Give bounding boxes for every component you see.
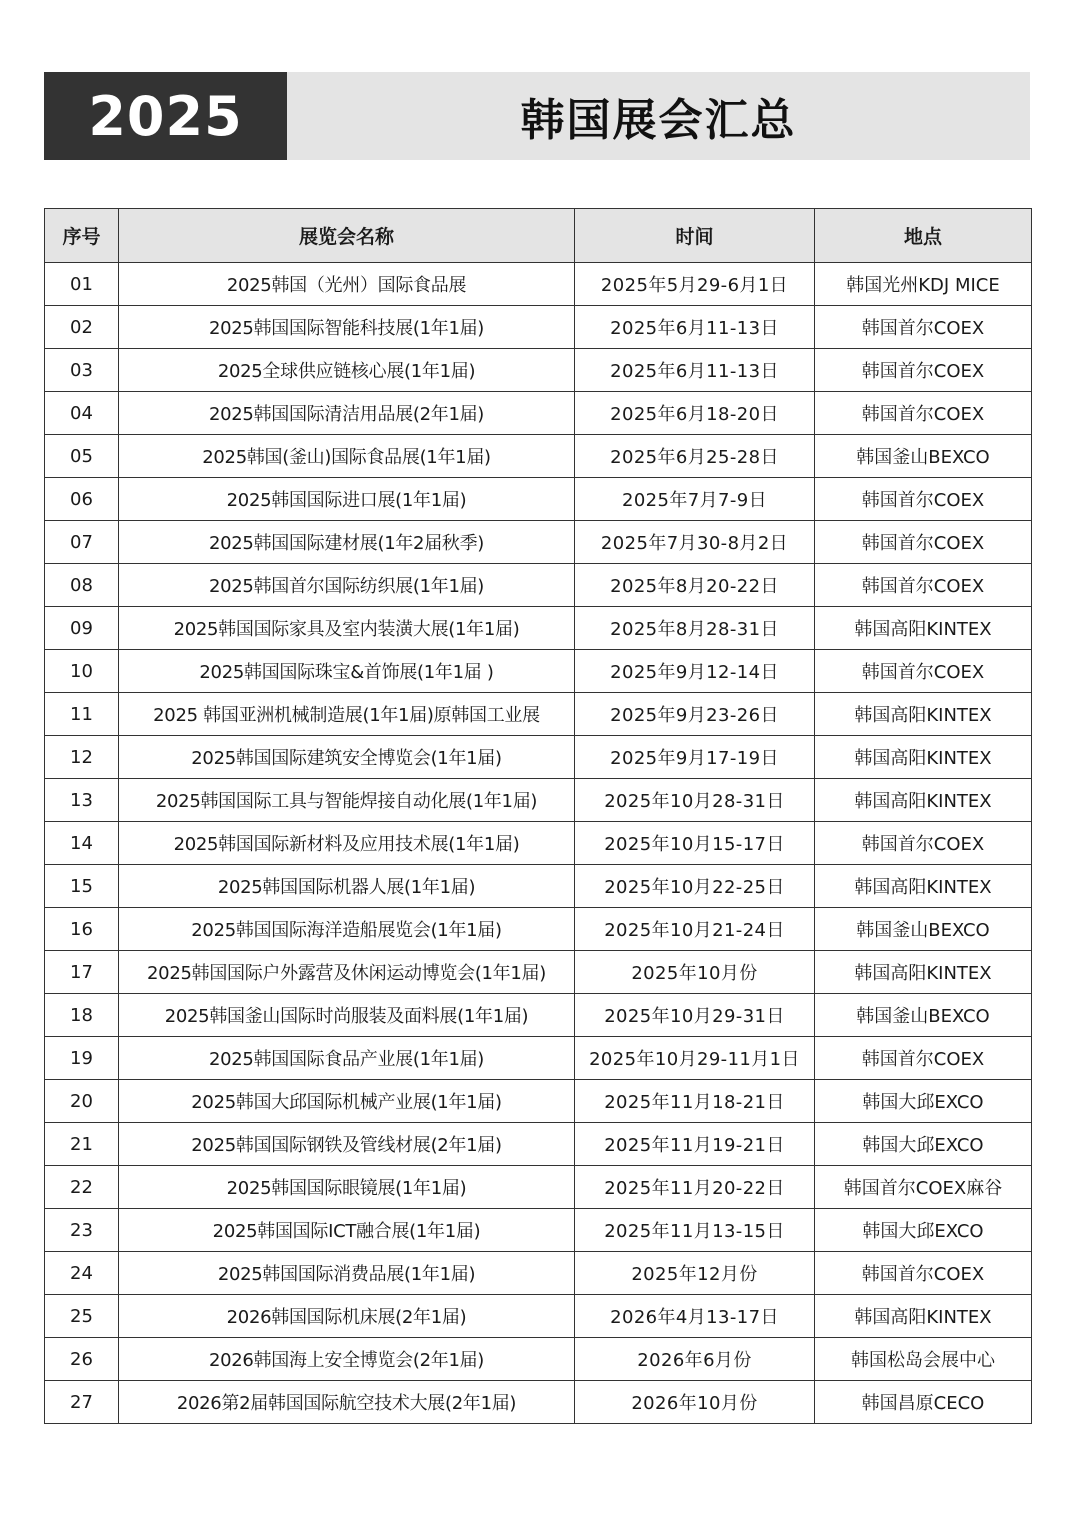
cell-exhibition-name: 2025韩国国际钢铁及管线材展(2年1届) <box>119 1123 575 1166</box>
cell-date: 2026年6月份 <box>575 1338 815 1381</box>
cell-number: 09 <box>45 607 119 650</box>
cell-exhibition-name: 2025韩国国际珠宝&首饰展(1年1届 ) <box>119 650 575 693</box>
cell-exhibition-name: 2025韩国国际建材展(1年2届秋季) <box>119 521 575 564</box>
column-header-date: 时间 <box>575 209 815 263</box>
table-row <box>45 994 1032 1037</box>
cell-venue: 韩国松岛会展中心 <box>815 1338 1032 1381</box>
cell-exhibition-name: 2025韩国国际进口展(1年1届) <box>119 478 575 521</box>
cell-date: 2025年6月11-13日 <box>575 306 815 349</box>
cell-venue: 韩国昌原CECO <box>815 1381 1032 1424</box>
cell-number: 22 <box>45 1166 119 1209</box>
cell-venue: 韩国首尔COEX <box>815 306 1032 349</box>
table-row <box>45 736 1032 779</box>
cell-exhibition-name: 2025全球供应链核心展(1年1届) <box>119 349 575 392</box>
table-row <box>45 521 1032 564</box>
table-header-row <box>45 209 1032 263</box>
cell-venue: 韩国光州KDJ MICE <box>815 263 1032 306</box>
cell-venue: 韩国首尔COEX <box>815 349 1032 392</box>
cell-exhibition-name: 2025韩国釜山国际时尚服装及面料展(1年1届) <box>119 994 575 1037</box>
cell-number: 11 <box>45 693 119 736</box>
cell-exhibition-name: 2025韩国国际消费品展(1年1届) <box>119 1252 575 1295</box>
cell-number: 25 <box>45 1295 119 1338</box>
cell-date: 2025年9月23-26日 <box>575 693 815 736</box>
cell-venue: 韩国高阳KINTEX <box>815 607 1032 650</box>
cell-venue: 韩国大邱EXCO <box>815 1209 1032 1252</box>
cell-exhibition-name: 2025韩国首尔国际纺织展(1年1届) <box>119 564 575 607</box>
cell-exhibition-name: 2025韩国国际智能科技展(1年1届) <box>119 306 575 349</box>
cell-exhibition-name: 2025韩国国际ICT融合展(1年1届) <box>119 1209 575 1252</box>
table-row <box>45 693 1032 736</box>
table-row <box>45 779 1032 822</box>
cell-venue: 韩国高阳KINTEX <box>815 865 1032 908</box>
table-row <box>45 650 1032 693</box>
cell-number: 20 <box>45 1080 119 1123</box>
table-row <box>45 1166 1032 1209</box>
cell-exhibition-name: 2025韩国(釜山)国际食品展(1年1届) <box>119 435 575 478</box>
cell-venue: 韩国首尔COEX麻谷 <box>815 1166 1032 1209</box>
cell-exhibition-name: 2025韩国国际海洋造船展览会(1年1届) <box>119 908 575 951</box>
column-header-number: 序号 <box>45 209 119 263</box>
cell-date: 2025年10月22-25日 <box>575 865 815 908</box>
cell-number: 08 <box>45 564 119 607</box>
column-header-name: 展览会名称 <box>119 209 575 263</box>
cell-venue: 韩国首尔COEX <box>815 392 1032 435</box>
exhibition-table <box>44 208 1032 1424</box>
cell-date: 2025年11月19-21日 <box>575 1123 815 1166</box>
cell-exhibition-name: 2026第2届韩国国际航空技术大展(2年1届) <box>119 1381 575 1424</box>
cell-date: 2025年10月21-24日 <box>575 908 815 951</box>
cell-exhibition-name: 2025韩国国际眼镜展(1年1届) <box>119 1166 575 1209</box>
cell-date: 2025年6月11-13日 <box>575 349 815 392</box>
cell-number: 24 <box>45 1252 119 1295</box>
cell-exhibition-name: 2025韩国（光州）国际食品展 <box>119 263 575 306</box>
cell-venue: 韩国首尔COEX <box>815 822 1032 865</box>
cell-date: 2025年8月20-22日 <box>575 564 815 607</box>
cell-date: 2025年11月20-22日 <box>575 1166 815 1209</box>
cell-date: 2025年10月29-11月1日 <box>575 1037 815 1080</box>
cell-date: 2025年7月30-8月2日 <box>575 521 815 564</box>
cell-number: 21 <box>45 1123 119 1166</box>
cell-number: 01 <box>45 263 119 306</box>
table-row <box>45 1080 1032 1123</box>
table-row <box>45 349 1032 392</box>
cell-venue: 韩国高阳KINTEX <box>815 736 1032 779</box>
cell-exhibition-name: 2025韩国国际建筑安全博览会(1年1届) <box>119 736 575 779</box>
table-row <box>45 1381 1032 1424</box>
cell-number: 16 <box>45 908 119 951</box>
cell-venue: 韩国大邱EXCO <box>815 1123 1032 1166</box>
cell-exhibition-name: 2025韩国国际户外露营及休闲运动博览会(1年1届) <box>119 951 575 994</box>
cell-date: 2025年6月18-20日 <box>575 392 815 435</box>
cell-exhibition-name: 2025 韩国亚洲机械制造展(1年1届)原韩国工业展 <box>119 693 575 736</box>
table-row <box>45 478 1032 521</box>
cell-number: 17 <box>45 951 119 994</box>
cell-exhibition-name: 2025韩国国际工具与智能焊接自动化展(1年1届) <box>119 779 575 822</box>
cell-exhibition-name: 2025韩国国际机器人展(1年1届) <box>119 865 575 908</box>
cell-date: 2025年5月29-6月1日 <box>575 263 815 306</box>
cell-venue: 韩国首尔COEX <box>815 650 1032 693</box>
cell-number: 12 <box>45 736 119 779</box>
cell-venue: 韩国大邱EXCO <box>815 1080 1032 1123</box>
cell-number: 23 <box>45 1209 119 1252</box>
year-label: 2025 <box>44 72 287 160</box>
cell-number: 15 <box>45 865 119 908</box>
cell-venue: 韩国高阳KINTEX <box>815 779 1032 822</box>
cell-number: 26 <box>45 1338 119 1381</box>
column-header-venue: 地点 <box>815 209 1032 263</box>
cell-exhibition-name: 2026韩国海上安全博览会(2年1届) <box>119 1338 575 1381</box>
cell-date: 2026年4月13-17日 <box>575 1295 815 1338</box>
cell-exhibition-name: 2026韩国国际机床展(2年1届) <box>119 1295 575 1338</box>
table-row <box>45 822 1032 865</box>
cell-number: 02 <box>45 306 119 349</box>
table-row <box>45 564 1032 607</box>
cell-venue: 韩国首尔COEX <box>815 478 1032 521</box>
cell-venue: 韩国釜山BEXCO <box>815 908 1032 951</box>
table-row <box>45 1252 1032 1295</box>
table-row <box>45 865 1032 908</box>
cell-exhibition-name: 2025韩国大邱国际机械产业展(1年1届) <box>119 1080 575 1123</box>
cell-date: 2025年9月12-14日 <box>575 650 815 693</box>
cell-venue: 韩国首尔COEX <box>815 521 1032 564</box>
table-row <box>45 1123 1032 1166</box>
cell-number: 10 <box>45 650 119 693</box>
table-body <box>45 263 1032 1424</box>
cell-date: 2025年7月7-9日 <box>575 478 815 521</box>
cell-venue: 韩国高阳KINTEX <box>815 951 1032 994</box>
cell-number: 19 <box>45 1037 119 1080</box>
cell-date: 2025年10月28-31日 <box>575 779 815 822</box>
cell-venue: 韩国高阳KINTEX <box>815 1295 1032 1338</box>
page-title: 韩国展会汇总 <box>520 95 797 146</box>
cell-date: 2026年10月份 <box>575 1381 815 1424</box>
cell-venue: 韩国首尔COEX <box>815 1252 1032 1295</box>
cell-date: 2025年6月25-28日 <box>575 435 815 478</box>
cell-number: 03 <box>45 349 119 392</box>
cell-date: 2025年9月17-19日 <box>575 736 815 779</box>
header-banner <box>44 72 1030 160</box>
cell-date: 2025年10月份 <box>575 951 815 994</box>
table-row <box>45 607 1032 650</box>
table-row <box>45 1209 1032 1252</box>
cell-number: 05 <box>45 435 119 478</box>
cell-venue: 韩国首尔COEX <box>815 564 1032 607</box>
cell-number: 04 <box>45 392 119 435</box>
cell-number: 18 <box>45 994 119 1037</box>
cell-exhibition-name: 2025韩国国际清洁用品展(2年1届) <box>119 392 575 435</box>
table-row <box>45 392 1032 435</box>
table-row <box>45 435 1032 478</box>
cell-exhibition-name: 2025韩国国际食品产业展(1年1届) <box>119 1037 575 1080</box>
cell-date: 2025年11月13-15日 <box>575 1209 815 1252</box>
cell-venue: 韩国釜山BEXCO <box>815 435 1032 478</box>
table-row <box>45 306 1032 349</box>
cell-venue: 韩国釜山BEXCO <box>815 994 1032 1037</box>
table-row <box>45 1295 1032 1338</box>
cell-venue: 韩国首尔COEX <box>815 1037 1032 1080</box>
cell-number: 07 <box>45 521 119 564</box>
cell-venue: 韩国高阳KINTEX <box>815 693 1032 736</box>
cell-exhibition-name: 2025韩国国际家具及室内装潢大展(1年1届) <box>119 607 575 650</box>
cell-date: 2025年10月15-17日 <box>575 822 815 865</box>
table-row <box>45 908 1032 951</box>
cell-number: 27 <box>45 1381 119 1424</box>
table-row <box>45 263 1032 306</box>
cell-date: 2025年10月29-31日 <box>575 994 815 1037</box>
cell-exhibition-name: 2025韩国国际新材料及应用技术展(1年1届) <box>119 822 575 865</box>
cell-date: 2025年8月28-31日 <box>575 607 815 650</box>
cell-date: 2025年12月份 <box>575 1252 815 1295</box>
cell-number: 14 <box>45 822 119 865</box>
cell-number: 13 <box>45 779 119 822</box>
table-row <box>45 951 1032 994</box>
table-row <box>45 1037 1032 1080</box>
cell-number: 06 <box>45 478 119 521</box>
cell-date: 2025年11月18-21日 <box>575 1080 815 1123</box>
table-row <box>45 1338 1032 1381</box>
